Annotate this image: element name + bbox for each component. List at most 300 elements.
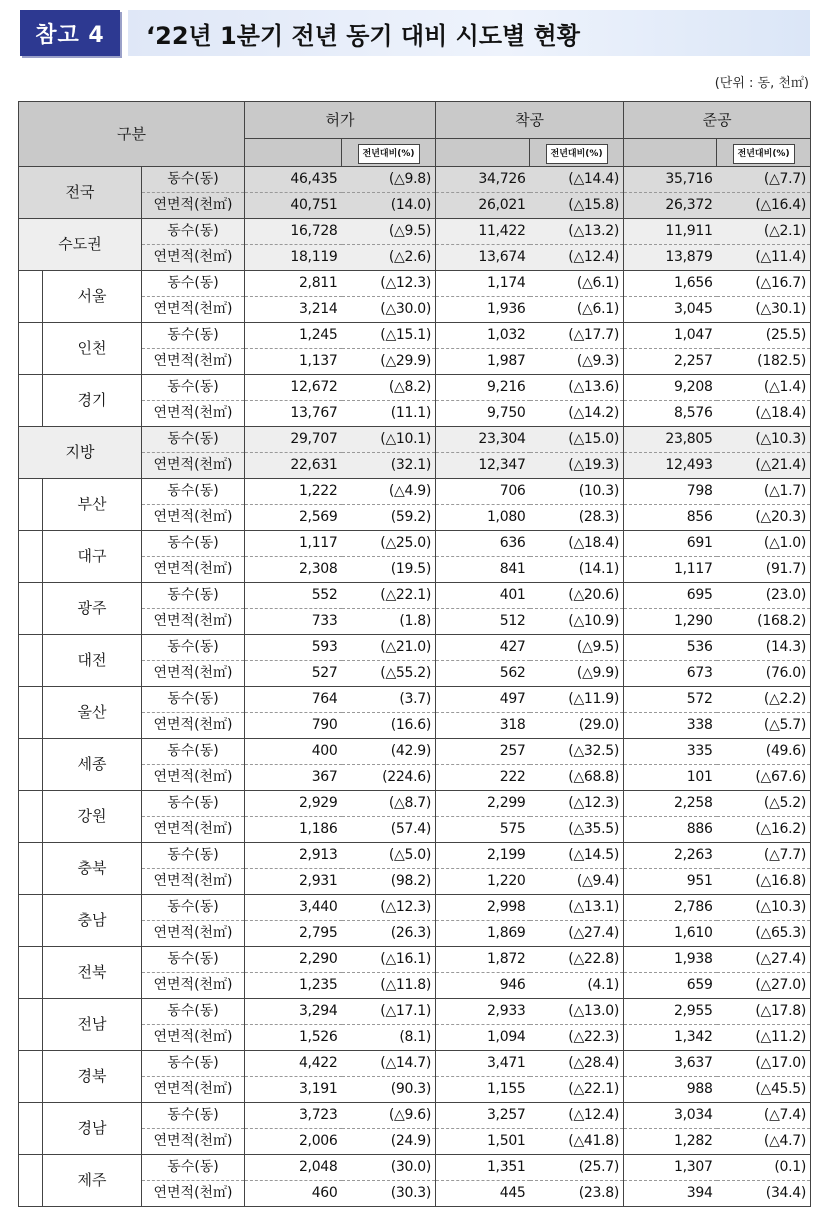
page-title bbox=[128, 10, 810, 56]
indent-cell bbox=[19, 479, 43, 531]
value-cell: 22,631 bbox=[245, 453, 342, 479]
value-cell: 1,032 bbox=[436, 323, 530, 349]
value-cell: 636 bbox=[436, 531, 530, 557]
yoy-cell: (△13.1) bbox=[530, 895, 624, 921]
yoy-cell: (14.0) bbox=[342, 193, 436, 219]
yoy-cell: (△32.5) bbox=[530, 739, 624, 765]
value-cell: 1,220 bbox=[436, 869, 530, 895]
yoy-cell: (23.8) bbox=[530, 1181, 624, 1207]
yoy-cell: (△10.1) bbox=[342, 427, 436, 453]
table-row bbox=[19, 739, 811, 765]
value-cell: 2,006 bbox=[245, 1129, 342, 1155]
yoy-cell: (10.3) bbox=[530, 479, 624, 505]
yoy-cell: (△17.8) bbox=[717, 999, 811, 1025]
value-cell: 691 bbox=[624, 531, 717, 557]
value-cell: 2,931 bbox=[245, 869, 342, 895]
value-cell: 23,805 bbox=[624, 427, 717, 453]
yoy-cell: (△1.4) bbox=[717, 375, 811, 401]
value-cell: 318 bbox=[436, 713, 530, 739]
yoy-cell: (23.0) bbox=[717, 583, 811, 609]
yoy-cell: (168.2) bbox=[717, 609, 811, 635]
value-cell: 1,094 bbox=[436, 1025, 530, 1051]
table-row bbox=[19, 479, 811, 505]
yoy-cell: (32.1) bbox=[342, 453, 436, 479]
yoy-cell: (△11.4) bbox=[717, 245, 811, 271]
yoy-cell: (△17.7) bbox=[530, 323, 624, 349]
value-cell: 3,294 bbox=[245, 999, 342, 1025]
value-cell: 8,576 bbox=[624, 401, 717, 427]
yoy-cell: (△10.3) bbox=[717, 427, 811, 453]
yoy-cell: (△18.4) bbox=[717, 401, 811, 427]
yoy-cell: (42.9) bbox=[342, 739, 436, 765]
yoy-cell: (△1.7) bbox=[717, 479, 811, 505]
yoy-cell: (△27.4) bbox=[717, 947, 811, 973]
value-cell: 9,208 bbox=[624, 375, 717, 401]
yoy-cell: (△11.8) bbox=[342, 973, 436, 999]
value-cell: 790 bbox=[245, 713, 342, 739]
yoy-cell: (25.5) bbox=[717, 323, 811, 349]
yoy-cell: (△22.1) bbox=[342, 583, 436, 609]
yoy-cell: (△14.4) bbox=[530, 167, 624, 193]
yoy-cell: (△5.2) bbox=[717, 791, 811, 817]
yoy-cell: (△7.4) bbox=[717, 1103, 811, 1129]
table-row bbox=[19, 375, 811, 401]
value-cell: 536 bbox=[624, 635, 717, 661]
value-cell: 1,155 bbox=[436, 1077, 530, 1103]
table-row bbox=[19, 531, 811, 557]
table-row bbox=[19, 687, 811, 713]
yoy-cell: (△7.7) bbox=[717, 167, 811, 193]
row-label-count: 동수(동) bbox=[142, 167, 245, 193]
table-row bbox=[19, 635, 811, 661]
yoy-cell: (△14.7) bbox=[342, 1051, 436, 1077]
value-cell: 11,422 bbox=[436, 219, 530, 245]
indent-cell bbox=[19, 1155, 43, 1207]
value-cell: 3,214 bbox=[245, 297, 342, 323]
indent-cell bbox=[19, 271, 43, 323]
value-cell: 951 bbox=[624, 869, 717, 895]
yoy-cell: (△22.1) bbox=[530, 1077, 624, 1103]
yoy-cell: (49.6) bbox=[717, 739, 811, 765]
value-cell: 575 bbox=[436, 817, 530, 843]
row-label-count: 동수(동) bbox=[142, 635, 245, 661]
yoy-cell: (△45.5) bbox=[717, 1077, 811, 1103]
group-header-complete: 준공 bbox=[624, 102, 811, 139]
value-cell: 2,913 bbox=[245, 843, 342, 869]
row-label-area: 연면적(천㎡) bbox=[142, 869, 245, 895]
value-cell: 1,610 bbox=[624, 921, 717, 947]
yoy-cell: (△11.2) bbox=[717, 1025, 811, 1051]
row-label-count: 동수(동) bbox=[142, 1103, 245, 1129]
value-cell: 2,199 bbox=[436, 843, 530, 869]
value-cell: 26,372 bbox=[624, 193, 717, 219]
yoy-cell: (△1.0) bbox=[717, 531, 811, 557]
yoy-cell: (△4.9) bbox=[342, 479, 436, 505]
value-cell: 1,117 bbox=[624, 557, 717, 583]
yoy-cell: (△22.3) bbox=[530, 1025, 624, 1051]
yoy-cell: (△30.1) bbox=[717, 297, 811, 323]
yoy-cell: (3.7) bbox=[342, 687, 436, 713]
yoy-cell: (△10.9) bbox=[530, 609, 624, 635]
yoy-cell: (△9.5) bbox=[530, 635, 624, 661]
value-cell: 400 bbox=[245, 739, 342, 765]
yoy-cell: (△9.9) bbox=[530, 661, 624, 687]
value-cell: 1,245 bbox=[245, 323, 342, 349]
value-cell: 40,751 bbox=[245, 193, 342, 219]
region-name: 인천 bbox=[43, 323, 142, 375]
yoy-cell: (△10.3) bbox=[717, 895, 811, 921]
value-cell: 764 bbox=[245, 687, 342, 713]
yoy-cell: (24.9) bbox=[342, 1129, 436, 1155]
yoy-cell: (59.2) bbox=[342, 505, 436, 531]
row-label-count: 동수(동) bbox=[142, 323, 245, 349]
yoy-cell: (224.6) bbox=[342, 765, 436, 791]
yoy-cell: (90.3) bbox=[342, 1077, 436, 1103]
yoy-cell: (△8.7) bbox=[342, 791, 436, 817]
value-cell: 1,290 bbox=[624, 609, 717, 635]
value-cell: 338 bbox=[624, 713, 717, 739]
region-name: 경북 bbox=[43, 1051, 142, 1103]
table-row bbox=[19, 1155, 811, 1181]
yoy-cell: (△28.4) bbox=[530, 1051, 624, 1077]
yoy-cell: (△19.3) bbox=[530, 453, 624, 479]
yoy-cell: (△17.0) bbox=[717, 1051, 811, 1077]
yoy-cell: (△8.2) bbox=[342, 375, 436, 401]
yoy-cell: (30.3) bbox=[342, 1181, 436, 1207]
row-label-count: 동수(동) bbox=[142, 687, 245, 713]
yoy-cell: (△27.0) bbox=[717, 973, 811, 999]
row-label-area: 연면적(천㎡) bbox=[142, 765, 245, 791]
value-cell: 1,174 bbox=[436, 271, 530, 297]
yoy-cell: (△55.2) bbox=[342, 661, 436, 687]
indent-cell bbox=[19, 895, 43, 947]
yoy-cell: (△17.1) bbox=[342, 999, 436, 1025]
yoy-cell: (25.7) bbox=[530, 1155, 624, 1181]
yoy-cell: (11.1) bbox=[342, 401, 436, 427]
yoy-cell: (△15.0) bbox=[530, 427, 624, 453]
value-cell: 13,674 bbox=[436, 245, 530, 271]
value-cell: 1,526 bbox=[245, 1025, 342, 1051]
value-cell: 3,045 bbox=[624, 297, 717, 323]
value-cell: 841 bbox=[436, 557, 530, 583]
row-label-count: 동수(동) bbox=[142, 375, 245, 401]
yoy-cell: (△13.2) bbox=[530, 219, 624, 245]
value-cell: 552 bbox=[245, 583, 342, 609]
value-cell: 13,879 bbox=[624, 245, 717, 271]
region-name: 세종 bbox=[43, 739, 142, 791]
value-cell: 1,869 bbox=[436, 921, 530, 947]
yoy-cell: (△22.8) bbox=[530, 947, 624, 973]
yoy-cell: (19.5) bbox=[342, 557, 436, 583]
value-cell: 695 bbox=[624, 583, 717, 609]
row-label-count: 동수(동) bbox=[142, 219, 245, 245]
table-row bbox=[19, 167, 811, 193]
yoy-cell: (0.1) bbox=[717, 1155, 811, 1181]
value-cell: 3,440 bbox=[245, 895, 342, 921]
yoy-cell: (△16.1) bbox=[342, 947, 436, 973]
value-cell: 2,569 bbox=[245, 505, 342, 531]
yoy-cell: (△14.2) bbox=[530, 401, 624, 427]
value-cell: 2,290 bbox=[245, 947, 342, 973]
value-cell: 562 bbox=[436, 661, 530, 687]
table-row bbox=[19, 895, 811, 921]
yoy-cell: (14.1) bbox=[530, 557, 624, 583]
yoy-cell: (△41.8) bbox=[530, 1129, 624, 1155]
yoy-cell: (28.3) bbox=[530, 505, 624, 531]
row-label-count: 동수(동) bbox=[142, 427, 245, 453]
value-cell: 3,257 bbox=[436, 1103, 530, 1129]
value-cell: 12,672 bbox=[245, 375, 342, 401]
page-title-text: ‘22년 1분기 전년 동기 대비 시도별 현황 bbox=[146, 21, 580, 50]
yoy-cell: (△5.0) bbox=[342, 843, 436, 869]
value-cell: 1,080 bbox=[436, 505, 530, 531]
value-cell: 9,216 bbox=[436, 375, 530, 401]
indent-cell bbox=[19, 635, 43, 687]
indent-cell bbox=[19, 583, 43, 635]
row-label-area: 연면적(천㎡) bbox=[142, 453, 245, 479]
table-row bbox=[19, 1051, 811, 1077]
yoy-header: 전년대비(%) bbox=[358, 144, 420, 164]
yoy-cell: (△16.8) bbox=[717, 869, 811, 895]
region-name: 수도권 bbox=[19, 219, 142, 271]
value-cell: 3,471 bbox=[436, 1051, 530, 1077]
indent-cell bbox=[19, 999, 43, 1051]
row-label-area: 연면적(천㎡) bbox=[142, 1129, 245, 1155]
yoy-cell: (△6.1) bbox=[530, 271, 624, 297]
region-name: 대전 bbox=[43, 635, 142, 687]
yoy-cell: (△35.5) bbox=[530, 817, 624, 843]
value-cell: 2,929 bbox=[245, 791, 342, 817]
value-cell: 2,048 bbox=[245, 1155, 342, 1181]
value-cell: 460 bbox=[245, 1181, 342, 1207]
value-cell: 886 bbox=[624, 817, 717, 843]
yoy-cell: (△2.6) bbox=[342, 245, 436, 271]
value-cell: 1,938 bbox=[624, 947, 717, 973]
indent-cell bbox=[19, 687, 43, 739]
value-cell: 445 bbox=[436, 1181, 530, 1207]
yoy-cell: (△9.5) bbox=[342, 219, 436, 245]
reference-badge: 참고 4 bbox=[20, 10, 120, 56]
value-cell: 1,137 bbox=[245, 349, 342, 375]
table-row bbox=[19, 583, 811, 609]
value-cell: 497 bbox=[436, 687, 530, 713]
table-row bbox=[19, 271, 811, 297]
indent-cell bbox=[19, 1103, 43, 1155]
value-cell: 16,728 bbox=[245, 219, 342, 245]
value-cell: 2,998 bbox=[436, 895, 530, 921]
row-label-area: 연면적(천㎡) bbox=[142, 661, 245, 687]
table-row bbox=[19, 999, 811, 1025]
value-cell: 593 bbox=[245, 635, 342, 661]
yoy-cell: (△12.4) bbox=[530, 1103, 624, 1129]
yoy-cell: (△12.3) bbox=[530, 791, 624, 817]
row-label-area: 연면적(천㎡) bbox=[142, 921, 245, 947]
regional-stats-table bbox=[18, 101, 811, 1207]
value-cell: 11,911 bbox=[624, 219, 717, 245]
yoy-cell: (34.4) bbox=[717, 1181, 811, 1207]
row-label-count: 동수(동) bbox=[142, 531, 245, 557]
yoy-cell: (△2.1) bbox=[717, 219, 811, 245]
yoy-cell: (14.3) bbox=[717, 635, 811, 661]
value-cell: 988 bbox=[624, 1077, 717, 1103]
yoy-cell: (△67.6) bbox=[717, 765, 811, 791]
row-label-area: 연면적(천㎡) bbox=[142, 297, 245, 323]
row-label-count: 동수(동) bbox=[142, 843, 245, 869]
yoy-cell: (△5.7) bbox=[717, 713, 811, 739]
value-cell: 1,282 bbox=[624, 1129, 717, 1155]
value-cell: 3,723 bbox=[245, 1103, 342, 1129]
yoy-cell: (△18.4) bbox=[530, 531, 624, 557]
value-cell: 35,716 bbox=[624, 167, 717, 193]
region-name: 울산 bbox=[43, 687, 142, 739]
value-cell: 9,750 bbox=[436, 401, 530, 427]
value-cell: 1,936 bbox=[436, 297, 530, 323]
value-cell: 2,786 bbox=[624, 895, 717, 921]
region-name: 부산 bbox=[43, 479, 142, 531]
yoy-header: 전년대비(%) bbox=[733, 144, 795, 164]
value-cell: 733 bbox=[245, 609, 342, 635]
value-cell: 3,637 bbox=[624, 1051, 717, 1077]
region-name: 충남 bbox=[43, 895, 142, 947]
corner-header: 구분 bbox=[19, 102, 245, 167]
value-cell: 427 bbox=[436, 635, 530, 661]
value-cell: 856 bbox=[624, 505, 717, 531]
yoy-cell: (△12.3) bbox=[342, 895, 436, 921]
yoy-cell: (△9.6) bbox=[342, 1103, 436, 1129]
yoy-cell: (△6.1) bbox=[530, 297, 624, 323]
value-cell: 1,351 bbox=[436, 1155, 530, 1181]
row-label-area: 연면적(천㎡) bbox=[142, 609, 245, 635]
value-cell: 1,501 bbox=[436, 1129, 530, 1155]
value-cell: 512 bbox=[436, 609, 530, 635]
yoy-cell: (△12.4) bbox=[530, 245, 624, 271]
row-label-area: 연면적(천㎡) bbox=[142, 1181, 245, 1207]
indent-cell bbox=[19, 1051, 43, 1103]
value-cell: 12,347 bbox=[436, 453, 530, 479]
value-cell: 4,422 bbox=[245, 1051, 342, 1077]
yoy-cell: (182.5) bbox=[717, 349, 811, 375]
yoy-cell: (57.4) bbox=[342, 817, 436, 843]
row-label-area: 연면적(천㎡) bbox=[142, 505, 245, 531]
region-name: 광주 bbox=[43, 583, 142, 635]
region-name: 서울 bbox=[43, 271, 142, 323]
value-cell: 1,307 bbox=[624, 1155, 717, 1181]
yoy-cell: (△9.4) bbox=[530, 869, 624, 895]
row-label-count: 동수(동) bbox=[142, 791, 245, 817]
value-cell: 12,493 bbox=[624, 453, 717, 479]
value-cell: 3,034 bbox=[624, 1103, 717, 1129]
yoy-cell: (△65.3) bbox=[717, 921, 811, 947]
value-cell: 1,222 bbox=[245, 479, 342, 505]
region-name: 대구 bbox=[43, 531, 142, 583]
value-cell: 798 bbox=[624, 479, 717, 505]
region-name: 지방 bbox=[19, 427, 142, 479]
value-cell: 367 bbox=[245, 765, 342, 791]
yoy-cell: (△21.0) bbox=[342, 635, 436, 661]
value-cell: 2,308 bbox=[245, 557, 342, 583]
value-cell: 527 bbox=[245, 661, 342, 687]
value-cell: 46,435 bbox=[245, 167, 342, 193]
value-cell: 29,707 bbox=[245, 427, 342, 453]
yoy-cell: (△21.4) bbox=[717, 453, 811, 479]
yoy-header: 전년대비(%) bbox=[546, 144, 608, 164]
value-cell: 1,342 bbox=[624, 1025, 717, 1051]
row-label-area: 연면적(천㎡) bbox=[142, 193, 245, 219]
unit-note: (단위 : 동, 천㎡) bbox=[714, 76, 809, 91]
yoy-cell: (△13.0) bbox=[530, 999, 624, 1025]
table-row bbox=[19, 947, 811, 973]
value-cell: 13,767 bbox=[245, 401, 342, 427]
yoy-cell: (26.3) bbox=[342, 921, 436, 947]
group-header-start: 착공 bbox=[436, 102, 624, 139]
value-cell: 18,119 bbox=[245, 245, 342, 271]
value-cell: 659 bbox=[624, 973, 717, 999]
value-cell: 335 bbox=[624, 739, 717, 765]
indent-cell bbox=[19, 791, 43, 843]
yoy-cell: (8.1) bbox=[342, 1025, 436, 1051]
value-cell: 23,304 bbox=[436, 427, 530, 453]
yoy-cell: (16.6) bbox=[342, 713, 436, 739]
row-label-area: 연면적(천㎡) bbox=[142, 973, 245, 999]
value-cell: 2,263 bbox=[624, 843, 717, 869]
value-cell: 401 bbox=[436, 583, 530, 609]
value-cell: 2,258 bbox=[624, 791, 717, 817]
row-label-count: 동수(동) bbox=[142, 479, 245, 505]
region-name: 충북 bbox=[43, 843, 142, 895]
region-name: 전남 bbox=[43, 999, 142, 1051]
value-cell: 1,235 bbox=[245, 973, 342, 999]
value-cell: 34,726 bbox=[436, 167, 530, 193]
row-label-area: 연면적(천㎡) bbox=[142, 349, 245, 375]
row-label-count: 동수(동) bbox=[142, 271, 245, 297]
value-cell: 257 bbox=[436, 739, 530, 765]
table-row bbox=[19, 843, 811, 869]
table-row bbox=[19, 427, 811, 453]
yoy-cell: (30.0) bbox=[342, 1155, 436, 1181]
yoy-cell: (△7.7) bbox=[717, 843, 811, 869]
indent-cell bbox=[19, 323, 43, 375]
group-header-permit: 허가 bbox=[245, 102, 436, 139]
value-cell: 222 bbox=[436, 765, 530, 791]
yoy-cell: (△20.6) bbox=[530, 583, 624, 609]
value-cell: 1,987 bbox=[436, 349, 530, 375]
indent-cell bbox=[19, 843, 43, 895]
yoy-cell: (△9.3) bbox=[530, 349, 624, 375]
row-label-count: 동수(동) bbox=[142, 739, 245, 765]
yoy-cell: (△11.9) bbox=[530, 687, 624, 713]
table-row bbox=[19, 323, 811, 349]
value-cell: 673 bbox=[624, 661, 717, 687]
region-name: 경남 bbox=[43, 1103, 142, 1155]
table-row bbox=[19, 791, 811, 817]
yoy-cell: (△16.7) bbox=[717, 271, 811, 297]
yoy-cell: (91.7) bbox=[717, 557, 811, 583]
yoy-cell: (1.8) bbox=[342, 609, 436, 635]
value-cell: 2,257 bbox=[624, 349, 717, 375]
row-label-area: 연면적(천㎡) bbox=[142, 713, 245, 739]
value-cell: 1,117 bbox=[245, 531, 342, 557]
row-label-area: 연면적(천㎡) bbox=[142, 401, 245, 427]
indent-cell bbox=[19, 739, 43, 791]
yoy-cell: (29.0) bbox=[530, 713, 624, 739]
row-label-area: 연면적(천㎡) bbox=[142, 817, 245, 843]
row-label-count: 동수(동) bbox=[142, 895, 245, 921]
yoy-cell: (△29.9) bbox=[342, 349, 436, 375]
yoy-cell: (△16.2) bbox=[717, 817, 811, 843]
yoy-cell: (△12.3) bbox=[342, 271, 436, 297]
region-name: 경기 bbox=[43, 375, 142, 427]
value-cell: 3,191 bbox=[245, 1077, 342, 1103]
